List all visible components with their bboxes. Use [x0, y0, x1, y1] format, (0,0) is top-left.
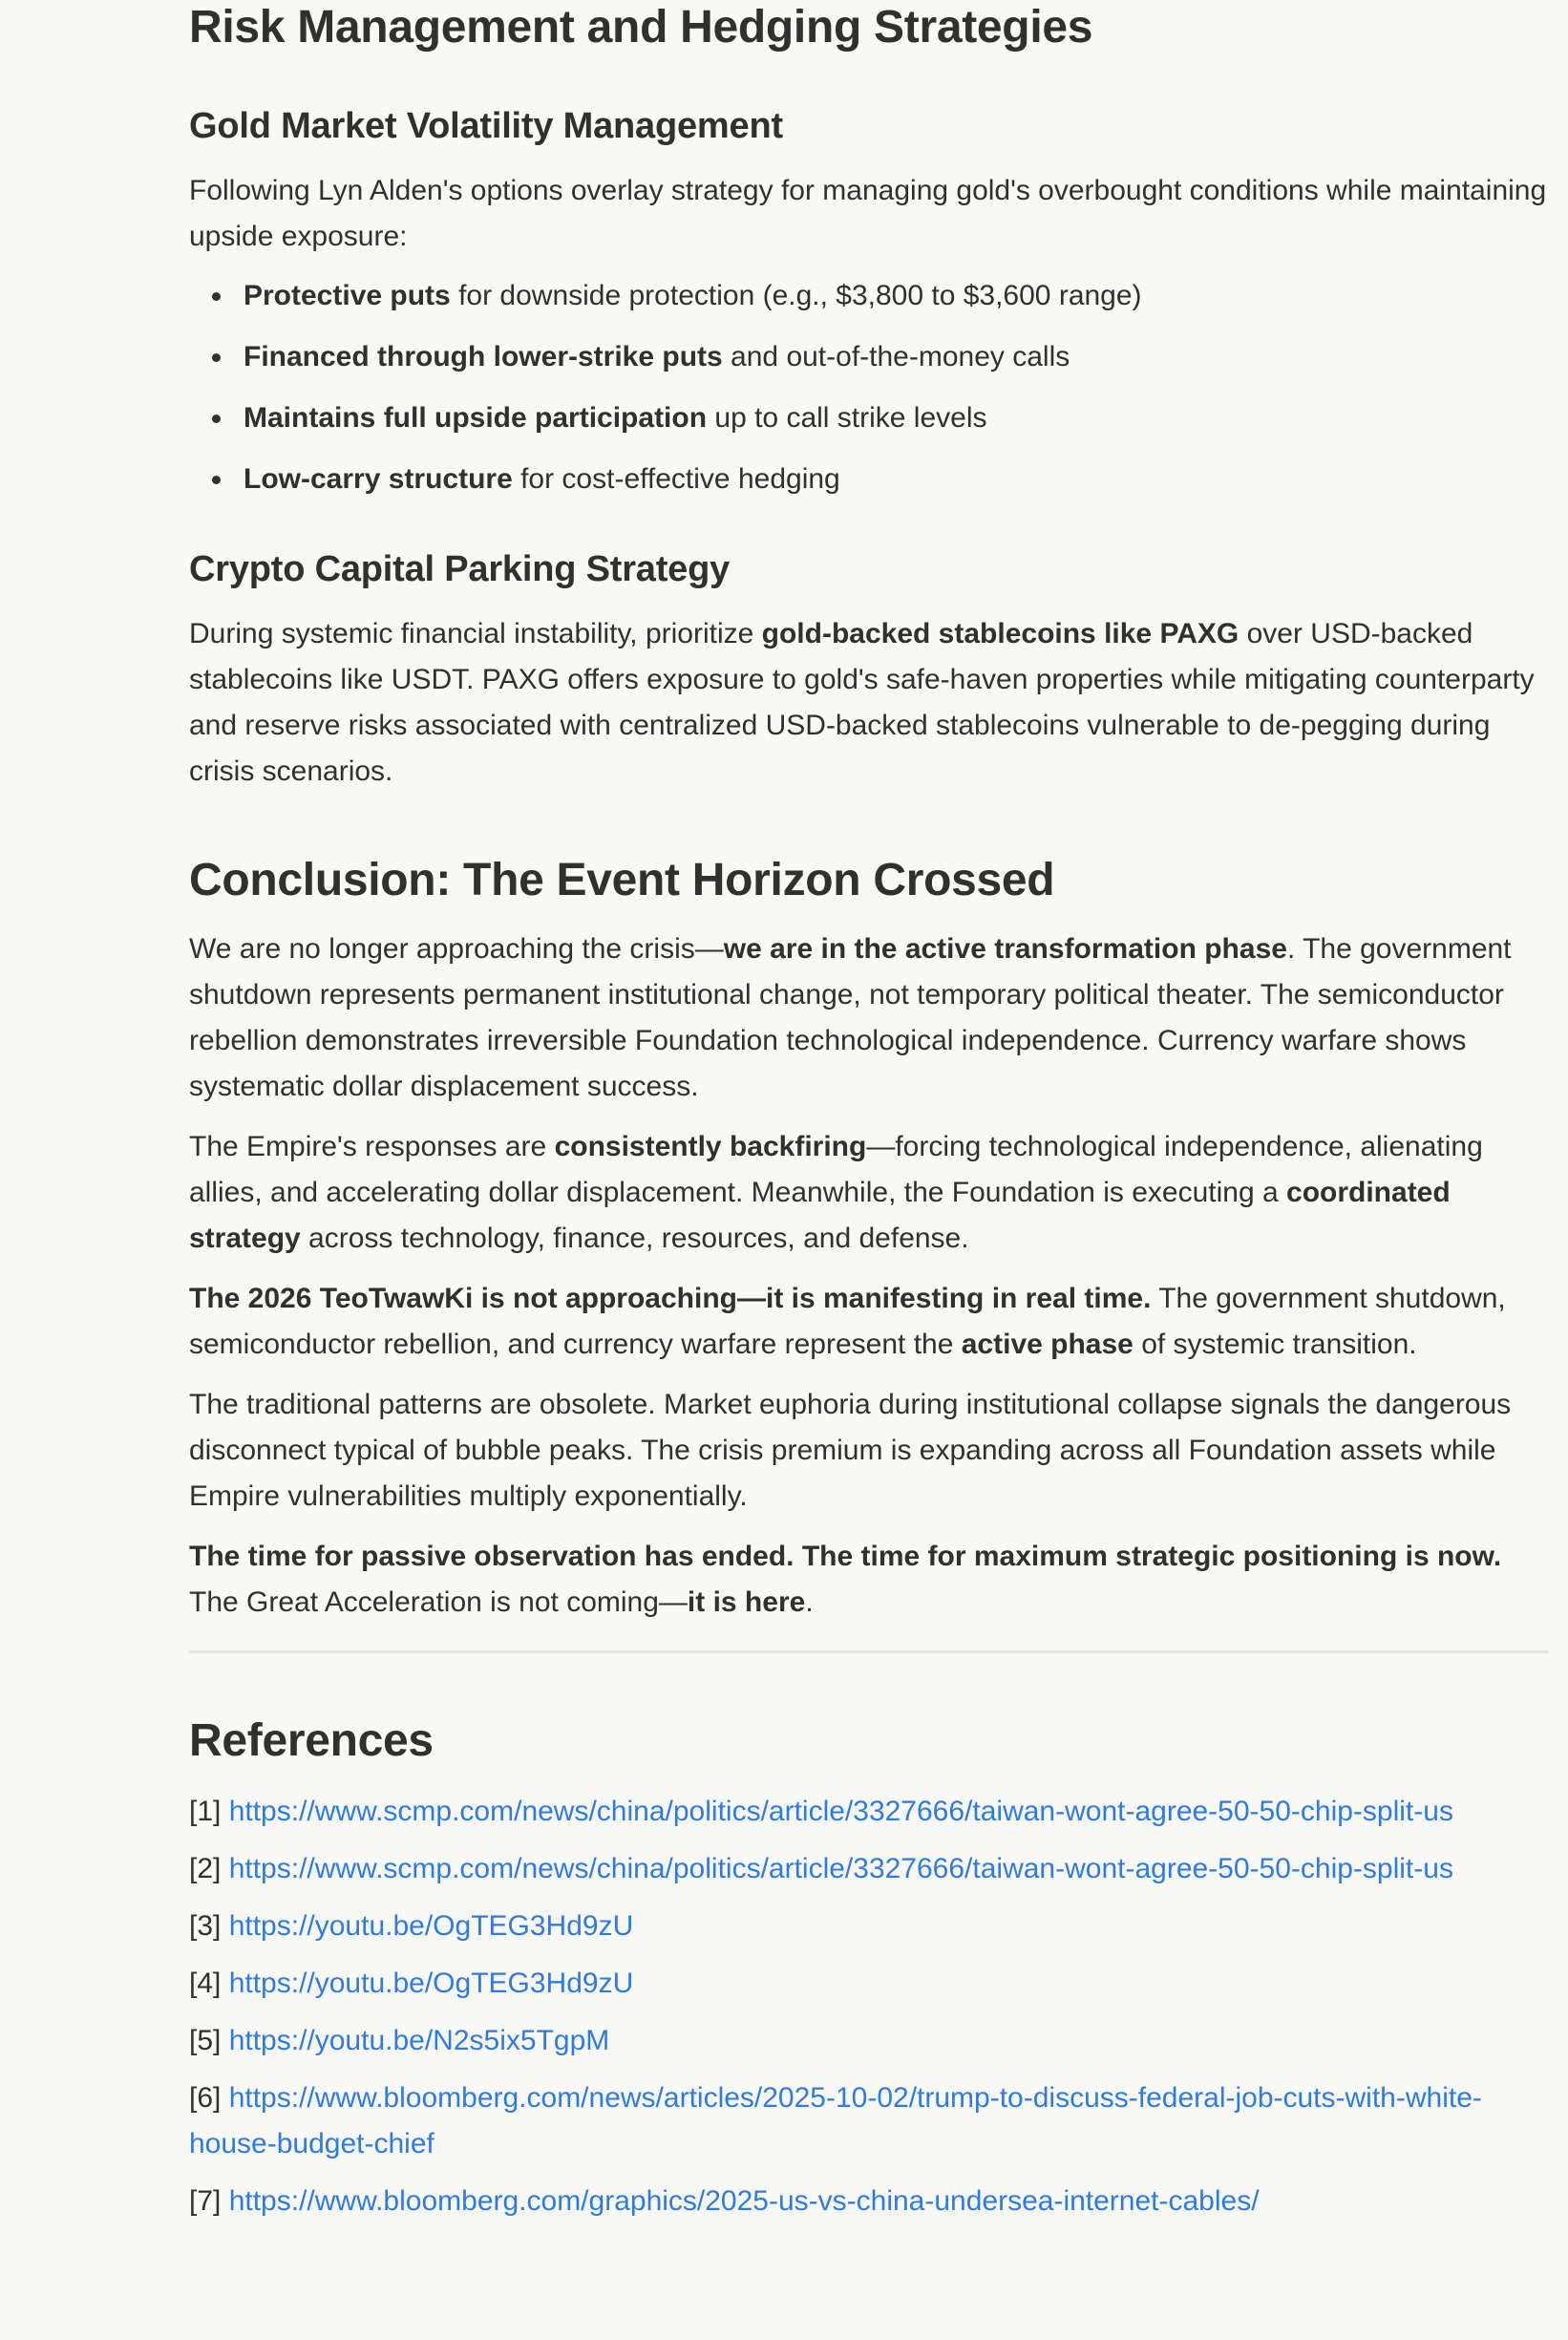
reference-number: [7] [189, 2184, 222, 2217]
list-item [189, 457, 1549, 502]
text-run: During systemic financial instability, prioritize [189, 618, 762, 650]
text-run: . [805, 1586, 814, 1618]
reference-link[interactable]: https://www.scmp.com/news/china/politics/article/3327666/taiwan-wont-agree-50-50-chip-split-us [228, 1852, 1453, 1884]
list-item-text: and out-of-the-money calls [722, 341, 1070, 372]
reference-item [189, 2018, 1549, 2064]
gold-strategy-list [189, 273, 1549, 502]
bold-run: we are in the active transformation phase [723, 933, 1287, 965]
heading-conclusion: Conclusion: The Event Horizon Crossed [189, 855, 1055, 906]
bold-run: The 2026 TeoTwawKi is not approaching—it is manifesting in real time. [189, 1283, 1152, 1314]
bullet-icon [212, 476, 221, 484]
reference-item [189, 1961, 1549, 2007]
reference-number: [1] [189, 1795, 222, 1827]
list-item-text: for cost-effective hedging [512, 463, 840, 495]
conclusion-paragraph-3 [189, 1276, 1549, 1368]
list-item-bold: Financed through lower-strike puts [244, 341, 723, 372]
list-item [189, 395, 1549, 441]
text-run: We are no longer approaching the crisis— [189, 933, 724, 965]
conclusion-paragraph-5 [189, 1534, 1549, 1626]
text-run: The Great Acceleration is not coming— [189, 1586, 688, 1618]
reference-item [189, 1789, 1549, 1835]
text-run: —forcing technological independence, alienating allies, and accelerating dollar displacement. Meanwhile, the Foundation is executing a [189, 1131, 1483, 1208]
reference-link[interactable]: https://youtu.be/OgTEG3Hd9zU [228, 1909, 634, 1942]
conclusion-paragraph-2 [189, 1124, 1549, 1262]
reference-number: [5] [189, 2024, 222, 2056]
section-divider [189, 1650, 1549, 1653]
reference-number: [2] [189, 1852, 222, 1884]
list-item-bold: Low-carry structure [244, 463, 513, 495]
heading-risk-management: Risk Management and Hedging Strategies [189, 2, 1093, 53]
bold-run: consistently backfiring [554, 1131, 867, 1162]
bold-run: active phase [961, 1329, 1134, 1360]
crypto-paragraph [189, 611, 1549, 795]
gold-intro-paragraph: Following Lyn Alden's options overlay strategy for managing gold's overbought conditions while maintaining upside exposure: [189, 175, 1547, 252]
reference-item [189, 2179, 1549, 2224]
text-run: of systemic transition. [1133, 1329, 1417, 1360]
reference-link[interactable]: https://youtu.be/OgTEG3Hd9zU [228, 1967, 634, 1999]
text-run: The Empire's responses are [189, 1131, 555, 1162]
heading-references: References [189, 1715, 434, 1766]
reference-item [189, 1904, 1549, 1949]
list-item [189, 273, 1549, 319]
references-list [189, 1789, 1549, 2224]
bold-run: gold-backed stablecoins like PAXG [761, 618, 1240, 650]
reference-item [189, 2075, 1549, 2167]
reference-link[interactable]: https://www.scmp.com/news/china/politics/article/3327666/taiwan-wont-agree-50-50-chip-split-us [228, 1795, 1453, 1827]
conclusion-paragraph-1 [189, 926, 1549, 1110]
reference-number: [4] [189, 1967, 222, 1999]
list-item-text: for downside protection (e.g., $3,800 to $3,600 range) [450, 280, 1142, 311]
reference-number: [3] [189, 1909, 222, 1942]
reference-link[interactable]: https://youtu.be/N2s5ix5TgpM [228, 2024, 610, 2056]
text-run: across technology, finance, resources, and defense. [300, 1223, 969, 1254]
bullet-icon [212, 292, 221, 301]
reference-link[interactable]: https://www.bloomberg.com/graphics/2025-us-vs-china-undersea-internet-cables/ [228, 2184, 1260, 2217]
bold-run: The time for passive observation has ended. The time for maximum strategic positioning is now. [189, 1541, 1502, 1572]
text-run: The government shutdown, semiconductor rebellion, and currency warfare represent the [189, 1283, 1506, 1360]
heading-crypto-parking: Crypto Capital Parking Strategy [189, 549, 731, 589]
text-run: over USD-backed stablecoins like USDT. PAXG offers exposure to gold's safe-haven properties while mitigating counterparty and reserve risks associated with centralized USD-backed stablecoins vulnerable to de-pegging during crisis scenarios. [189, 618, 1535, 788]
conclusion-paragraph-4: The traditional patterns are obsolete. Market euphoria during institutional collapse signals the dangerous disconnect typical of bubble peaks. The crisis premium is expanding across all Foundation assets while Empire vulnerabilities multiply exponentially. [189, 1389, 1512, 1512]
document-content [189, 0, 1549, 2224]
bold-run: coordinated strategy [189, 1177, 1451, 1254]
list-item-text: up to call strike levels [707, 402, 987, 434]
reference-number: [6] [189, 2081, 222, 2114]
bold-run: it is here [687, 1586, 806, 1618]
list-item-bold: Maintains full upside participation [244, 402, 708, 434]
reference-link[interactable]: https://www.bloomberg.com/news/articles/2025-10-02/trump-to-discuss-federal-job-cuts-with-white-house-budget-chief [189, 2081, 1482, 2159]
text-run: . The government shutdown represents permanent institutional change, not temporary political theater. The semiconductor rebellion demonstrates irreversible Foundation technological independence. Currency warfare shows systematic dollar displacement success. [189, 933, 1512, 1102]
list-item [189, 334, 1549, 380]
list-item-bold: Protective puts [244, 280, 451, 311]
heading-gold-volatility: Gold Market Volatility Management [189, 105, 783, 146]
bullet-icon [212, 415, 221, 423]
bullet-icon [212, 353, 221, 362]
reference-item [189, 1846, 1549, 1892]
